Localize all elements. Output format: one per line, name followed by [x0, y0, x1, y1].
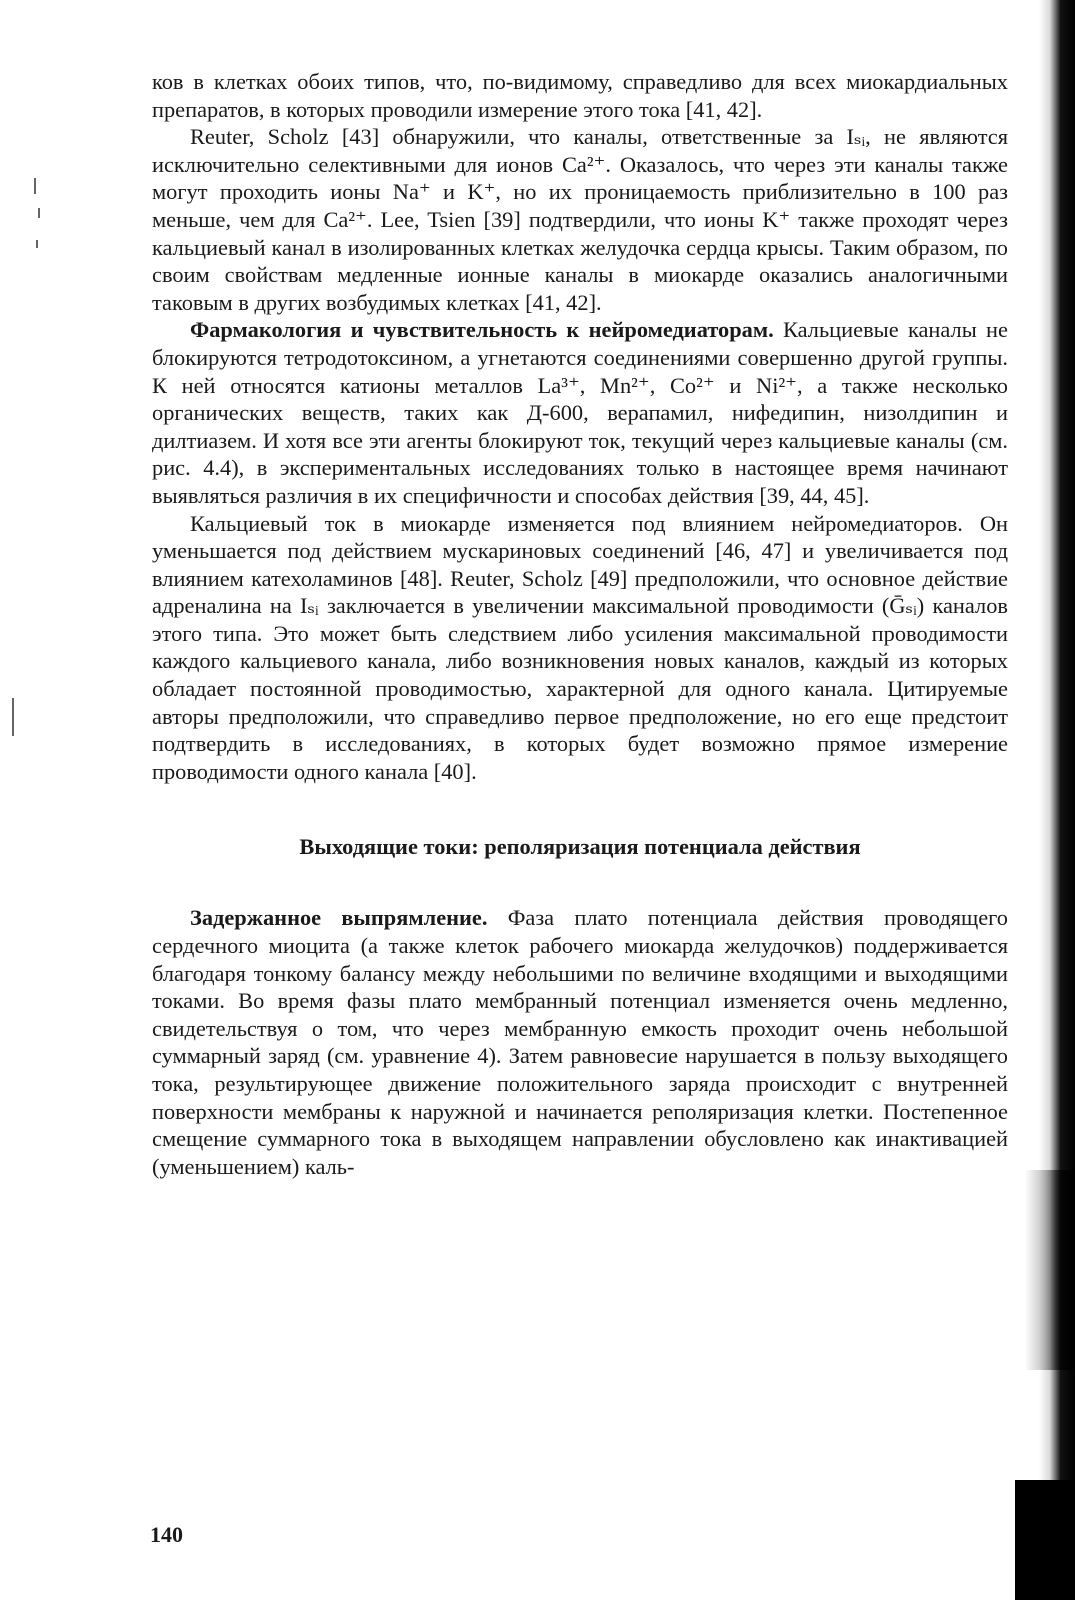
paragraph-text: Reuter, Scholz [43] обнаружили, что каналы, ответственные за Iₛᵢ, не являются исключительно селективными для ионов Ca²⁺. Оказалось, что через эти каналы также могут проходить ионы Na⁺ и K⁺, но их проницаемость приблизительно в 100 раз меньше, чем для Ca²⁺. Lee, Tsien [39] подтвердили, что ионы K⁺ также проходят через кальциевый канал в изолированных клетках желудочка сердца крысы. Таким образом, по своим свойствам медленные ионные каналы в миокарде оказались аналогичными таковым в других возбудимых клетках [41, 42].	[152, 124, 1008, 315]
paragraph-reuter-scholz	[152, 123, 1008, 316]
scan-speck	[12, 698, 14, 736]
scan-speck	[38, 208, 40, 218]
page-number: 140	[150, 1522, 183, 1547]
scan-speck	[36, 240, 38, 248]
paragraph-calcium-current	[152, 510, 1008, 786]
paragraph-text: Кальциевые каналы не блокируются тетродотоксином, а угнетаются соединениями совершенно другой группы. К ней относятся катионы металлов La³⁺, Mn²⁺, Co²⁺ и Ni²⁺, а также несколько органических веществ, таких как Д-600, верапамил, нифедипин, низолдипин и дилтиазем. И хотя все эти агенты блокируют ток, текущий через кальциевые каналы (см. рис. 4.4), в экспериментальных исследованиях только в настоящее время начинают выявляться различия в их специфичности и способах действия [39, 44, 45].	[152, 317, 1008, 508]
scan-speck	[34, 178, 36, 194]
paragraph-text: Фаза плато потенциала действия проводящего сердечного миоцита (а также клеток рабочего миокарда желудочков) поддерживается благодаря тонкому балансу между небольшими по величине входящими и выходящими токами. Во время фазы плато мембранный потенциал изменяется очень медленно, свидетельствуя о том, что через мембранную емкость проходит очень небольшой суммарный заряд (см. уравнение 4). Затем равновесие нарушается в пользу выходящего тока, результирующее движение положительного заряда происходит с внутренней поверхности мембраны к наружной и начинается реполяризация клетки. Постепенное смещение суммарного тока в выходящем направлении обусловлено как инактивацией (уменьшением) каль-	[152, 905, 1008, 1179]
paragraph-delayed-rectification	[152, 904, 1008, 1180]
page-body	[152, 68, 1008, 1180]
paragraph-lead: Фармакология и чувствительность к нейромедиаторам.	[190, 317, 774, 343]
scan-edge-shadow	[1015, 1480, 1075, 1600]
paragraph-continuation	[152, 68, 1008, 123]
scan-edge-shadow	[1025, 1170, 1075, 1370]
paragraph-lead: Задержанное выпрямление.	[190, 905, 488, 931]
paragraph-text: Кальциевый ток в миокарде изменяется под влиянием нейромедиаторов. Он уменьшается под действием мускариновых соединений [46, 47] и увеличивается под влиянием катехоламинов [48]. Reuter, Scholz [49] предположили, что основное действие адреналина на Iₛᵢ заключается в увеличении максимальной проводимости (Ḡₛᵢ) каналов этого типа. Это может быть следствием либо усиления максимальной проводимости каждого кальциевого канала, либо возникновения новых каналов, каждый из которых обладает постоянной проводимостью, характерной для одного канала. Цитируемые авторы предположили, что справедливо первое предположение, но его еще предстоит подтвердить в исследованиях, в которых будет возможно прямое измерение проводимости одного канала [40].	[152, 510, 1008, 784]
paragraph-pharmacology	[152, 316, 1008, 509]
section-heading: Выходящие токи: реполяризация потенциала действия	[299, 834, 861, 860]
paragraph-text: ков в клетках обоих типов, что, по-видимому, справедливо для всех миокардиальных препаратов, в которых проводили измерение этого тока [41, 42].	[152, 69, 1008, 122]
